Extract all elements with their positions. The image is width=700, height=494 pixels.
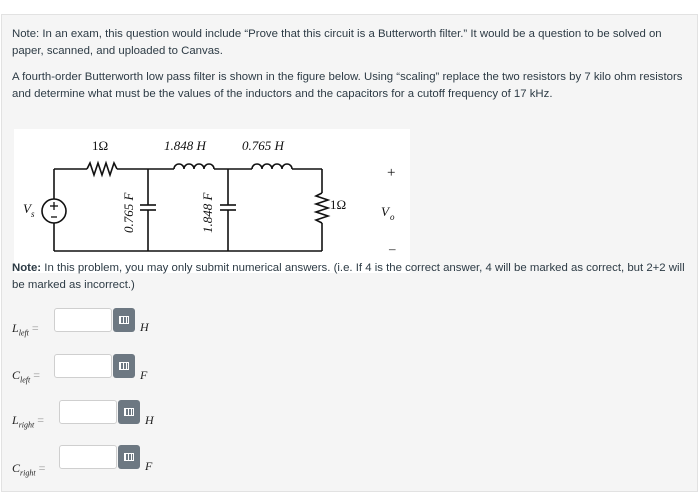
c-left-label xyxy=(12,368,40,384)
l-right-label xyxy=(12,413,44,429)
r-load-label: 1Ω xyxy=(330,197,347,212)
l-right-input[interactable] xyxy=(59,400,117,424)
vo-label: V xyxy=(381,204,389,219)
c-right-sub: right xyxy=(20,468,36,478)
c-right-var: C xyxy=(12,461,21,475)
c-left-input[interactable] xyxy=(54,354,112,378)
vo-minus-label: – xyxy=(389,241,396,256)
l-right-sub: right xyxy=(18,420,35,430)
c-left-calculator-button[interactable] xyxy=(113,354,135,378)
circuit-diagram xyxy=(14,129,410,273)
l1-label: 1.848 H xyxy=(164,138,206,153)
c-right-calculator-button[interactable] xyxy=(118,445,140,469)
c-right-unit: F xyxy=(145,459,153,473)
top-strip xyxy=(0,0,700,14)
c-left-var: C xyxy=(12,368,21,382)
c-right-input[interactable] xyxy=(59,445,117,469)
c-right-label xyxy=(12,461,45,477)
answer-note-bold: Note: xyxy=(12,262,42,274)
calculator-icon xyxy=(124,408,134,416)
c-left-eq: = xyxy=(33,368,41,382)
question-panel xyxy=(1,14,698,492)
l-left-eq: = xyxy=(31,321,39,335)
l-left-input[interactable] xyxy=(54,308,112,332)
l-right-var: L xyxy=(12,413,19,427)
l-left-var: L xyxy=(12,321,19,335)
vo-sub-label: o xyxy=(390,212,395,222)
calculator-icon xyxy=(124,453,134,461)
l-right-unit: H xyxy=(145,413,154,427)
calculator-icon xyxy=(119,316,129,324)
c2-label: 1.848 F xyxy=(200,192,215,233)
c-right-eq: = xyxy=(38,461,46,475)
c-left-unit: F xyxy=(140,368,148,382)
l-left-calculator-button[interactable] xyxy=(113,308,135,332)
answer-note-text: In this problem, you may only submit numerical answers. (i.e. If 4 is the correct answer, 4 will be marked as correct, but 2+2 will be marked as incorrect.) xyxy=(12,262,685,291)
calculator-icon xyxy=(119,362,129,370)
l-right-calculator-button[interactable] xyxy=(118,400,140,424)
answer-note xyxy=(12,260,688,294)
l2-label: 0.765 H xyxy=(242,138,284,153)
circuit-figure xyxy=(14,129,410,273)
l-left-label xyxy=(12,321,39,337)
question-text: A fourth-order Butterworth low pass filter is shown in the figure below. Using “scaling” replace the two resistors by 7 kilo ohm resistors and determine what must be the values of the inductors and the capacitors for a cutoff frequency of 17 kHz. xyxy=(12,71,683,100)
vs-sub-label: s xyxy=(31,209,35,219)
vo-plus-label: + xyxy=(387,165,396,181)
l-left-unit: H xyxy=(140,320,149,334)
c-left-sub: left xyxy=(20,375,31,385)
vs-label: V xyxy=(23,201,31,216)
c1-label: 0.765 F xyxy=(121,192,136,233)
r-source-label: 1Ω xyxy=(92,138,109,153)
l-right-eq: = xyxy=(37,413,45,427)
l-left-sub: left xyxy=(18,328,29,338)
exam-note: Note: In an exam, this question would include “Prove that this circuit is a Butterworth filter.” It would be a question to be solved on paper, scanned, and uploaded to Canvas. xyxy=(12,28,662,57)
